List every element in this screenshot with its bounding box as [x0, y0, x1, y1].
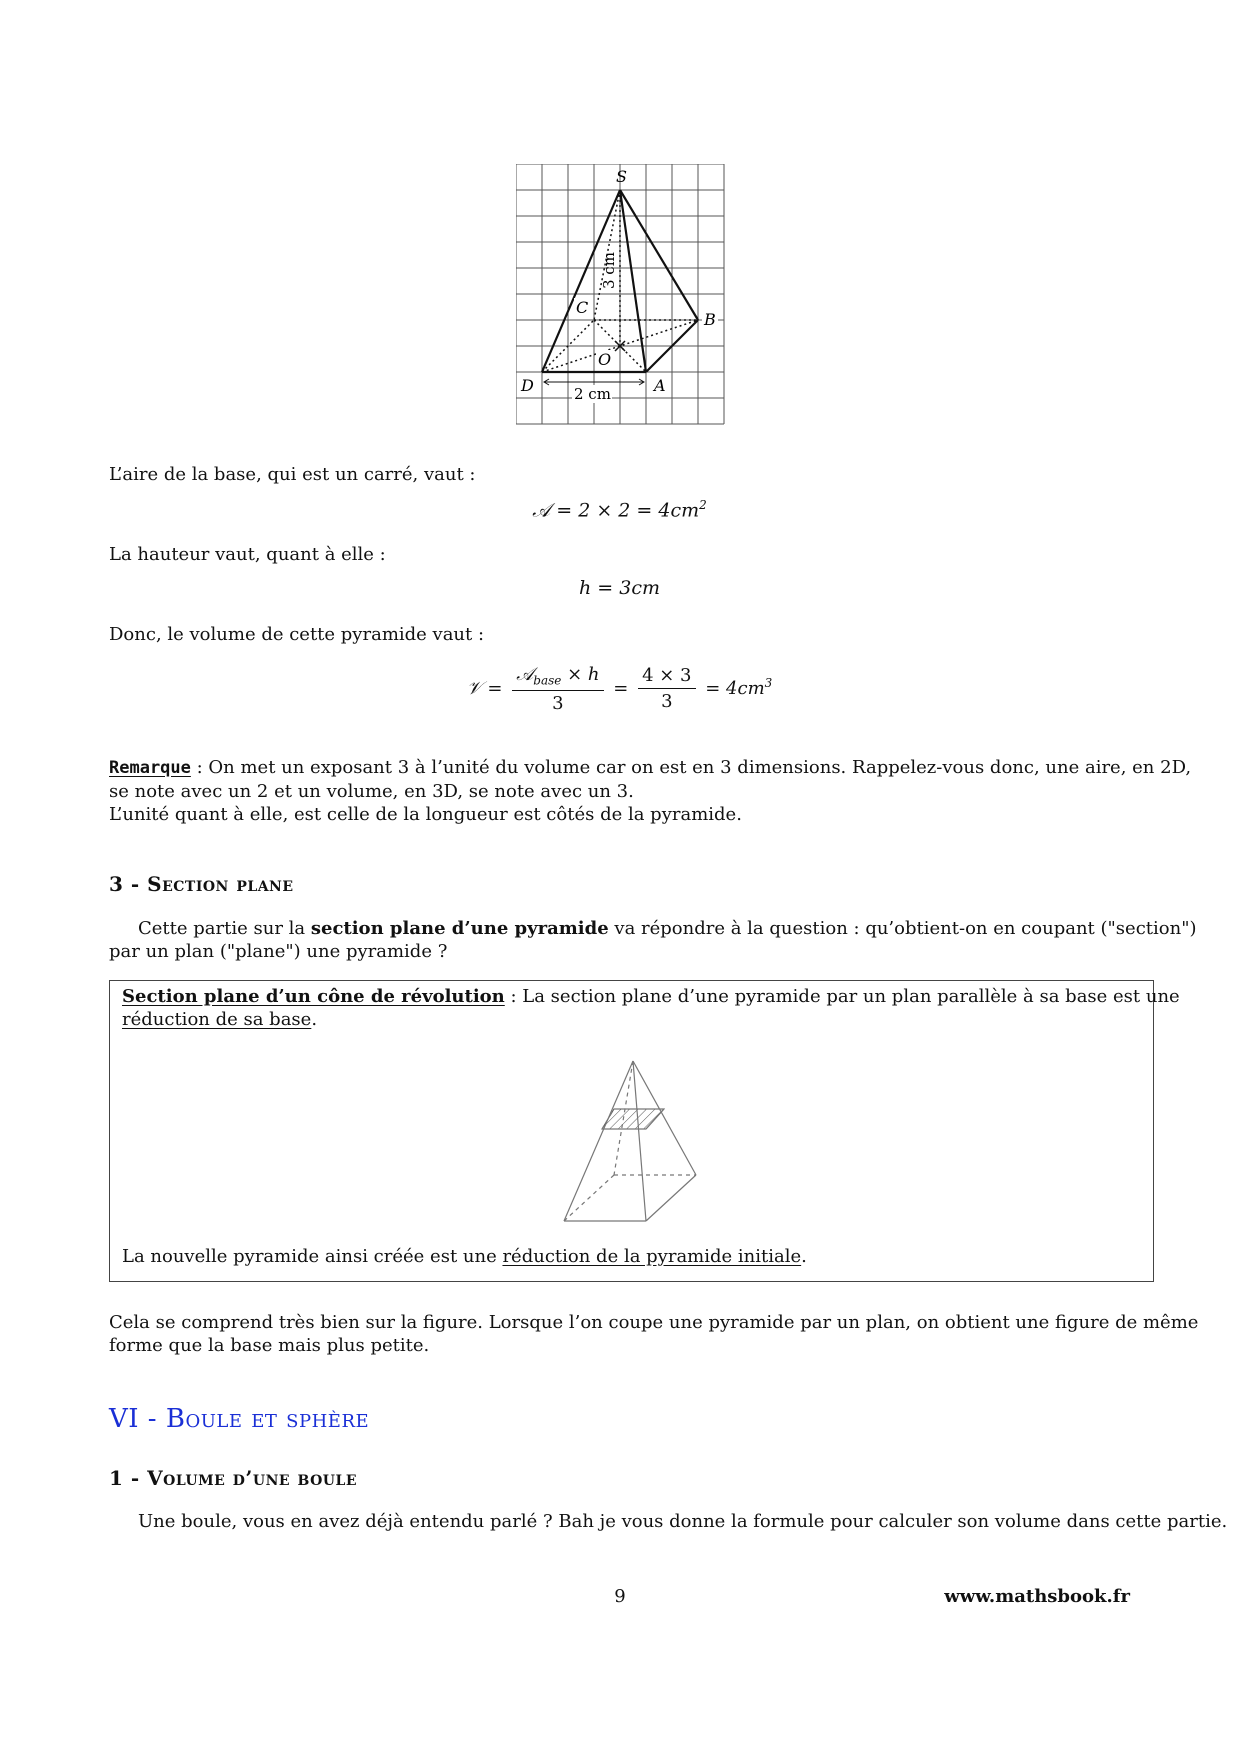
box-footer-pre: La nouvelle pyramide ainsi créée est une	[122, 1246, 503, 1267]
para-base-area: L’aire de la base, qui est un carré, vaut :	[109, 464, 476, 485]
remark-line-1	[109, 756, 1192, 780]
remark-line-2: se note avec un 2 et un volume, en 3D, se note avec un 3.	[109, 781, 634, 802]
page-number: 9	[614, 1586, 626, 1607]
equation-area-text: 𝒜 = 2 × 2 = 4cm	[532, 499, 700, 522]
section-vi-title: VI - Boule et sphère	[109, 1404, 370, 1434]
height-label: 3 cm	[600, 252, 618, 289]
box-reduction-base: réduction de sa base	[122, 1009, 312, 1030]
visible-edges	[564, 1061, 696, 1221]
remark-line-3: L’unité quant à elle, est celle de la longueur est côtés de la pyramide.	[109, 804, 742, 825]
section-3-intro-line-1	[109, 917, 1197, 940]
frac1-den: 3	[552, 692, 564, 714]
para-height: La hauteur vaut, quant à elle :	[109, 544, 386, 565]
volume-fraction-1	[512, 664, 603, 714]
remark-text-1: : On met un exposant 3 à l’unité du volume car on est en 3 dimensions. Rappelez-vous donc, une aire, en 2D,	[190, 757, 1192, 778]
volume-rhs: = 4cm	[705, 677, 765, 699]
label-D: D	[521, 376, 534, 395]
width-label: 2 cm	[574, 385, 611, 403]
equation-volume	[0, 664, 1239, 714]
remark-label: Remarque	[109, 758, 191, 778]
section-3-intro-line-2: par un plan ("plane") une pyramide ?	[109, 941, 448, 962]
pyramid-section-figure	[558, 1053, 718, 1233]
definition-box	[109, 980, 1180, 1282]
para-after-line-1: Cela se comprend très bien sur la figure. Lorsque l’on coupe une pyramide par un plan, on obtient une figure de même	[109, 1312, 1199, 1333]
intro-pre: Cette partie sur la	[138, 918, 311, 939]
label-S: S	[616, 167, 627, 186]
grid-lines	[516, 164, 724, 424]
box-line-2	[122, 1008, 1142, 1031]
volume-fraction-2	[638, 665, 695, 712]
frac1-num: 𝒜	[516, 664, 534, 685]
volume-rhs-exp: 3	[764, 675, 773, 690]
frac2-den: 3	[661, 691, 673, 713]
equation-height: h = 3cm	[579, 577, 660, 599]
frac2-num: 4 × 3	[638, 665, 695, 689]
pyramid-grid-figure	[516, 164, 726, 426]
volume-eq: =	[613, 677, 629, 699]
footer-site: www.mathsbook.fr	[944, 1586, 1130, 1607]
equation-area-exponent: 2	[699, 498, 707, 512]
label-C: C	[576, 298, 589, 317]
box-title: Section plane d’un cône de révolution	[122, 986, 505, 1007]
remark-paragraph	[109, 756, 1192, 826]
frac1-num-rest: × h	[561, 664, 600, 685]
intro-post: va répondre à la question : qu’obtient-on en coupant ("section")	[608, 918, 1197, 939]
box-footer-reduction: réduction de la pyramide initiale	[502, 1246, 802, 1267]
label-A: A	[654, 376, 666, 395]
box-footer	[122, 1245, 807, 1268]
section-3-intro	[109, 917, 1197, 963]
para-volume: Donc, le volume de cette pyramide vaut :	[109, 624, 485, 645]
intro-bold: section plane d’une pyramide	[310, 918, 609, 939]
equation-area	[0, 498, 1239, 521]
section-1-intro: Une boule, vous en avez déjà entendu parlé ? Bah je vous donne la formule pour calculer son volume dans cette partie.	[138, 1511, 1228, 1532]
box-line-2-end: .	[311, 1009, 318, 1030]
para-after-line-2: forme que la base mais plus petite.	[109, 1335, 430, 1356]
label-B: B	[704, 310, 716, 329]
volume-lhs: 𝒱 =	[466, 677, 503, 699]
para-after-box	[109, 1311, 1199, 1357]
frac1-sub: base	[533, 673, 562, 688]
hidden-edges	[564, 1061, 696, 1221]
label-O: O	[598, 350, 612, 369]
box-text	[122, 985, 1180, 1031]
box-line-1	[122, 985, 1180, 1008]
box-footer-end: .	[801, 1246, 807, 1267]
box-text-1: : La section plane d’une pyramide par un plan parallèle à sa base est une	[504, 986, 1180, 1007]
section-1-title: 1 - Volume d’une boule	[109, 1466, 358, 1490]
section-3-title: 3 - Section plane	[109, 872, 294, 896]
